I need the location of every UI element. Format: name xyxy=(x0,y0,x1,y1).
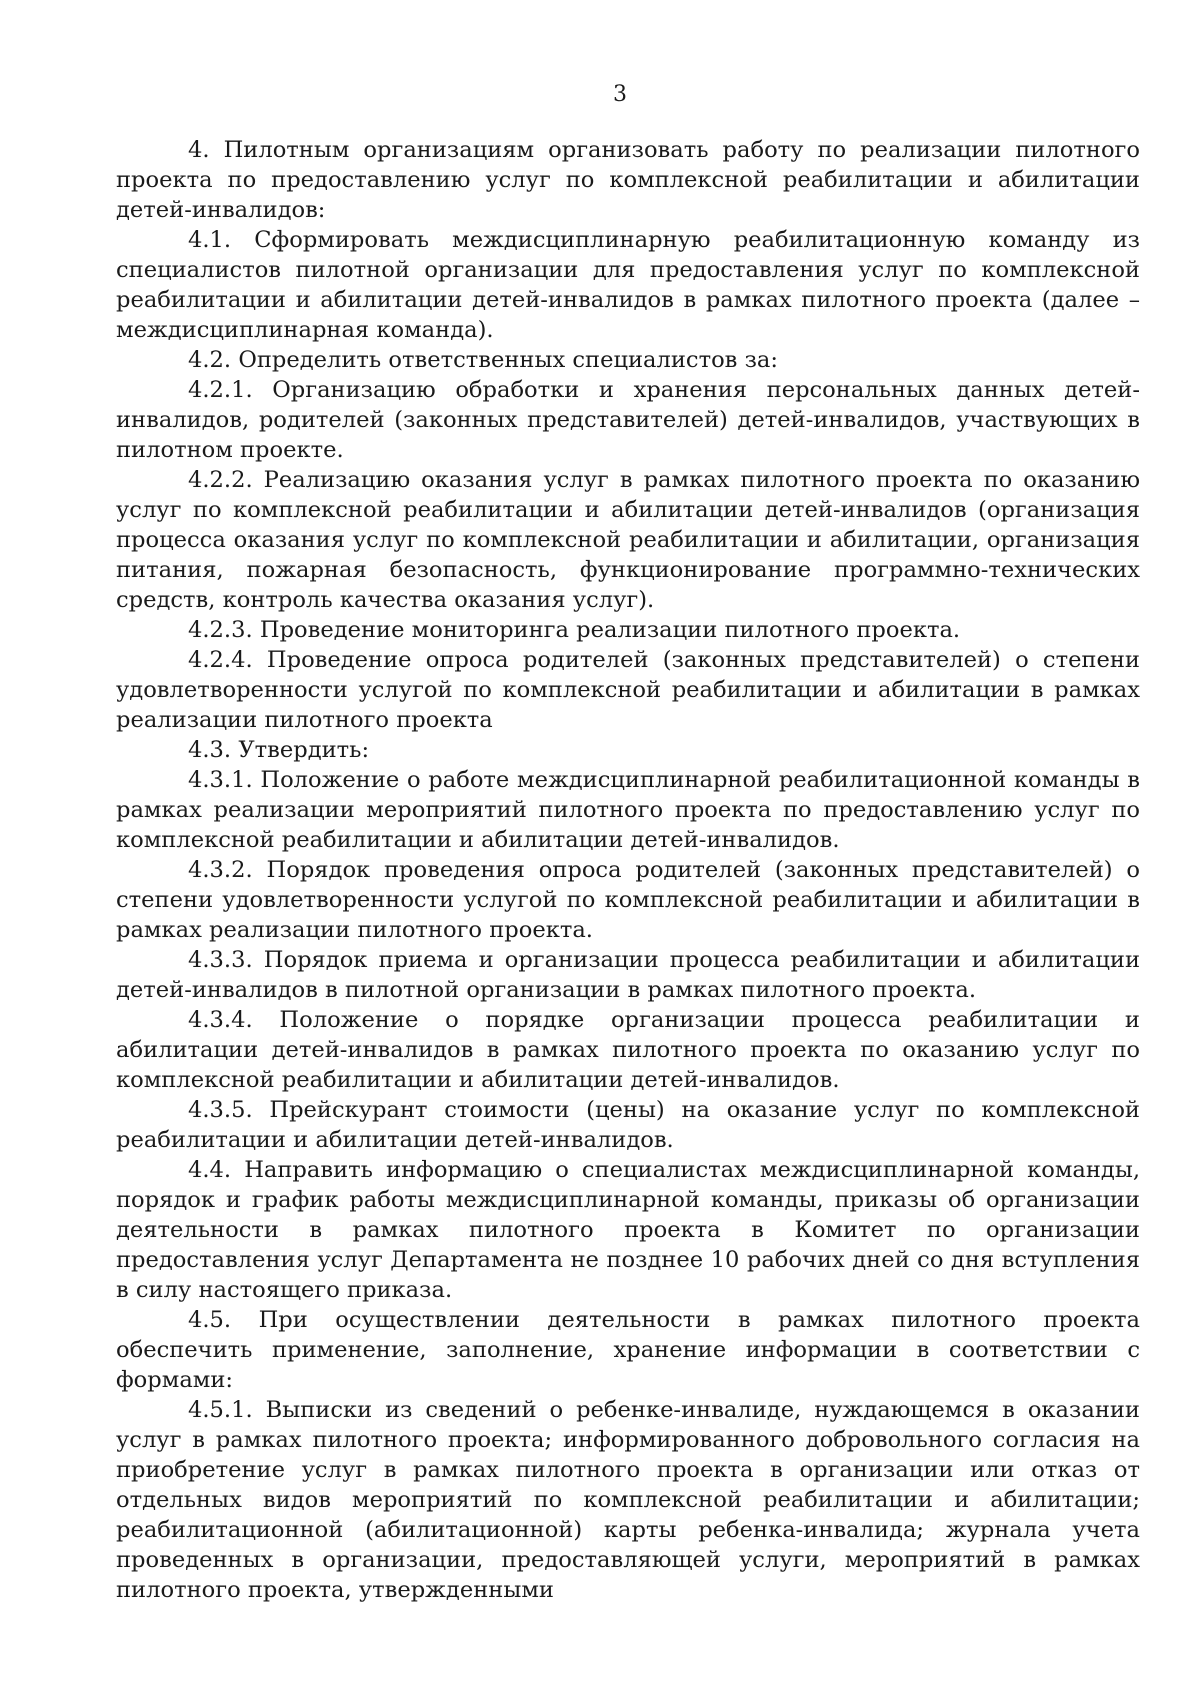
paragraph-number: 4.5. xyxy=(188,1307,232,1333)
paragraph-4-3-4 xyxy=(116,1005,1140,1095)
paragraph-text: Организацию обработки и хранения персональных данных детей-инвалидов, родителей (законных представителей) детей-инвалидов, участвующих в пилотном проекте. xyxy=(116,377,1140,463)
paragraph-number: 4.2. xyxy=(188,347,232,373)
paragraph-number: 4.3.1. xyxy=(188,767,253,793)
paragraph-number: 4.3.3. xyxy=(188,947,253,973)
paragraph-4-3-3 xyxy=(116,945,1140,1005)
paragraph-4-1 xyxy=(116,225,1140,345)
paragraph-text: Порядок проведения опроса родителей (законных представителей) о степени удовлетворенности услугой по комплексной реабилитации и абилитации в рамках реализации пилотного проекта. xyxy=(116,857,1141,943)
paragraph-4-3 xyxy=(116,735,1140,765)
paragraph-text: Положение о работе междисциплинарной реабилитационной команды в рамках реализации мероприятий пилотного проекта по предоставлению услуг по комплексной реабилитации и абилитации детей-инвалидов. xyxy=(116,767,1140,853)
paragraph-4-3-5 xyxy=(116,1095,1140,1155)
paragraph-4-2-4 xyxy=(116,645,1140,735)
paragraph-text: Направить информацию о специалистах междисциплинарной команды, порядок и график работы междисциплинарной команды, приказы об организации деятельности в рамках пилотного проекта в Комитет по организации предоставления услуг Департамента не позднее 10 рабочих дней со дня вступления в силу настоящего приказа. xyxy=(116,1157,1141,1303)
paragraph-4-2 xyxy=(116,345,1140,375)
paragraph-number: 4.3.2. xyxy=(188,857,253,883)
paragraph-number: 4.4. xyxy=(188,1157,232,1183)
paragraph-4-5 xyxy=(116,1305,1140,1395)
paragraph-number: 4.2.2. xyxy=(188,467,253,493)
paragraph-number: 4.3. xyxy=(188,737,232,763)
paragraph-4-4 xyxy=(116,1155,1140,1305)
paragraph-text: Определить ответственных специалистов за: xyxy=(238,347,778,373)
document-body xyxy=(116,135,1140,1605)
paragraph-text: Проведение опроса родителей (законных представителей) о степени удовлетворенности услугой по комплексной реабилитации и абилитации в рамках реализации пилотного проекта xyxy=(116,647,1140,733)
paragraph-text: Положение о порядке организации процесса реабилитации и абилитации детей-инвалидов в рамках пилотного проекта по оказанию услуг по комплексной реабилитации и абилитации детей-инвалидов. xyxy=(116,1007,1140,1093)
paragraph-number: 4.3.4. xyxy=(188,1007,253,1033)
paragraph-4-3-2 xyxy=(116,855,1140,945)
paragraph-text: Прейскурант стоимости (цены) на оказание услуг по комплексной реабилитации и абилитации детей-инвалидов. xyxy=(116,1097,1140,1153)
paragraph-4-2-3 xyxy=(116,615,1140,645)
paragraph-4-3-1 xyxy=(116,765,1140,855)
paragraph-number: 4.2.1. xyxy=(188,377,253,403)
paragraph-number: 4.5.1. xyxy=(188,1397,253,1423)
paragraph-number: 4.2.4. xyxy=(188,647,253,673)
paragraph-text: При осуществлении деятельности в рамках пилотного проекта обеспечить применение, заполнение, хранение информации в соответствии с формами: xyxy=(116,1307,1140,1393)
paragraph-text: Реализацию оказания услуг в рамках пилотного проекта по оказанию услуг по комплексной реабилитации и абилитации детей-инвалидов (организация процесса оказания услуг по комплексной реабилитации и абилитации, организация питания, пожарная безопасность, функционирование программно-технических средств, контроль качества оказания услуг). xyxy=(116,467,1140,613)
paragraph-text: Выписки из сведений о ребенке-инвалиде, нуждающемся в оказании услуг в рамках пилотного проекта; информированного добровольного согласия на приобретение услуг в рамках пилотного проекта в организации или отказ от отдельных видов мероприятий по комплексной реабилитации и абилитации; реабилитационной (абилитационной) карты ребенка-инвалида; журнала учета проведенных в организации, предоставляющей услуги, мероприятий в рамках пилотного проекта, утвержденными xyxy=(116,1397,1140,1603)
paragraph-4 xyxy=(116,135,1140,225)
paragraph-4-5-1 xyxy=(116,1395,1140,1605)
paragraph-text: Утвердить: xyxy=(238,737,370,763)
paragraph-text: Проведение мониторинга реализации пилотного проекта. xyxy=(259,617,961,643)
paragraph-4-2-2 xyxy=(116,465,1140,615)
paragraph-4-2-1 xyxy=(116,375,1140,465)
paragraph-number: 4.2.3. xyxy=(188,617,253,643)
paragraph-number: 4. xyxy=(188,137,210,163)
paragraph-text: Порядок приема и организации процесса реабилитации и абилитации детей-инвалидов в пилотной организации в рамках пилотного проекта. xyxy=(116,947,1140,1003)
paragraph-number: 4.1. xyxy=(188,227,232,253)
paragraph-number: 4.3.5. xyxy=(188,1097,253,1123)
paragraph-text: Пилотным организациям организовать работу по реализации пилотного проекта по предоставлению услуг по комплексной реабилитации и абилитации детей-инвалидов: xyxy=(116,137,1140,223)
page-number: 3 xyxy=(613,82,627,107)
paragraph-text: Сформировать междисциплинарную реабилитационную команду из специалистов пилотной организации для предоставления услуг по комплексной реабилитации и абилитации детей-инвалидов в рамках пилотного проекта (далее – междисциплинарная команда). xyxy=(116,227,1140,343)
